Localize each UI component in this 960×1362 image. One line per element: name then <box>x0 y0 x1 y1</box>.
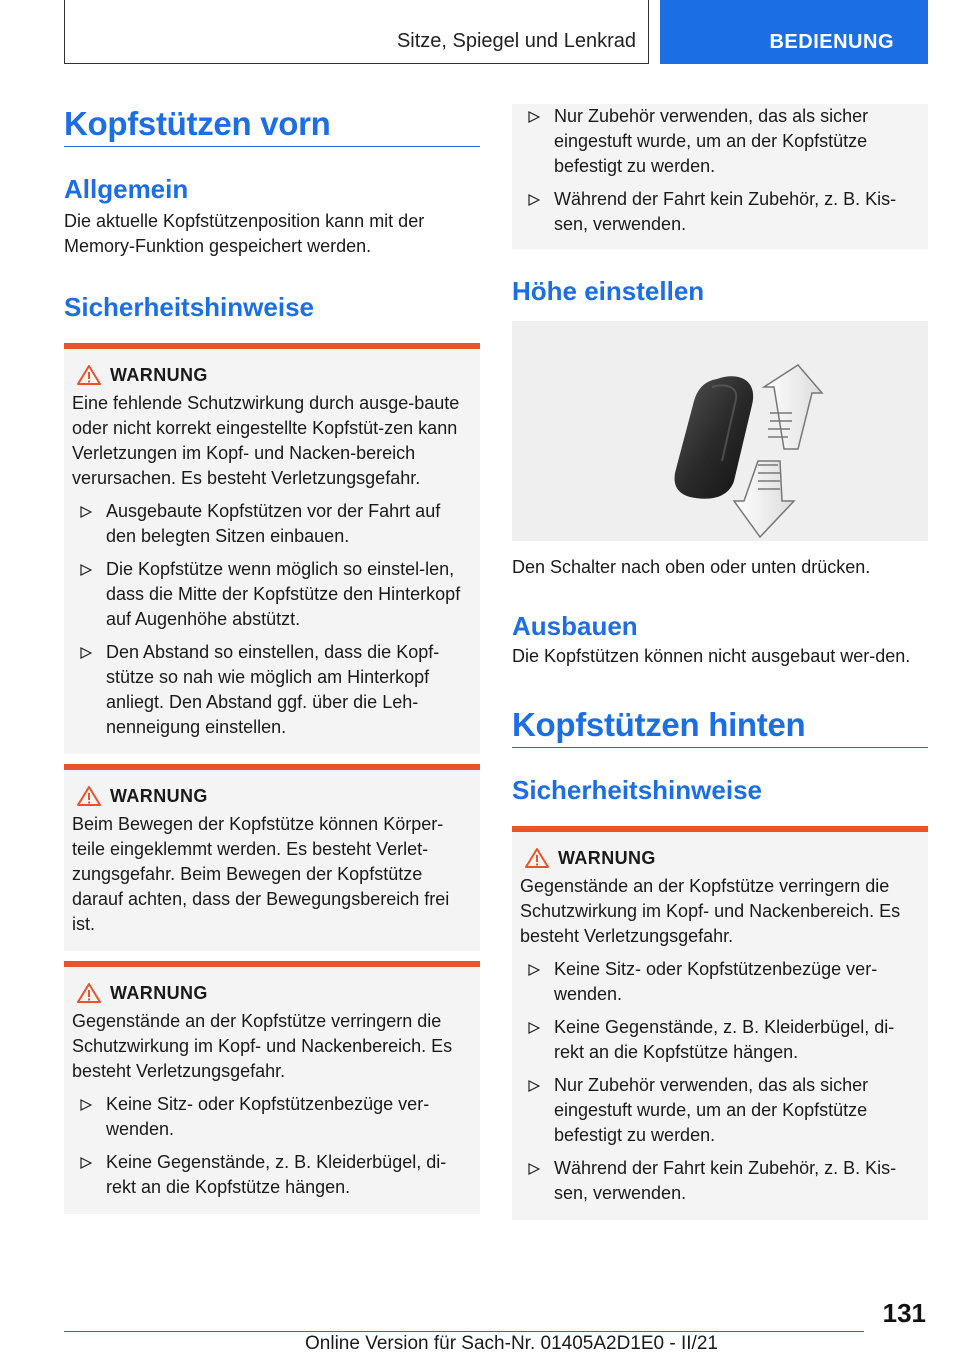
warning-title: WARNUNG <box>72 784 470 808</box>
bullet-triangle-icon <box>528 111 540 123</box>
footer-version-text: Online Version für Sach-Nr. 01405A2D1E0 - II/21 <box>305 1333 718 1354</box>
headrest-switch-illustration <box>512 321 928 541</box>
bullet-triangle-icon <box>80 1157 92 1169</box>
bullet-triangle-icon <box>80 564 92 576</box>
bullet-triangle-icon <box>528 964 540 976</box>
list-item: Nur Zubehör verwenden, das als sicher eingestuft wurde, um an der Kopfstütze befestigt zu werden. <box>520 104 918 179</box>
list-item: Keine Sitz- oder Kopfstützenbezüge ver-wenden. <box>520 957 918 1007</box>
title-rule <box>512 747 928 748</box>
section-title-hinten: Kopfstützen hinten <box>512 706 806 743</box>
chapter-tab[interactable] <box>660 0 928 64</box>
left-column <box>64 104 480 1214</box>
bullet-triangle-icon <box>528 1022 540 1034</box>
warning-box-2 <box>64 764 480 951</box>
header-rule-bottom <box>64 63 649 64</box>
bullet-triangle-icon <box>528 1080 540 1092</box>
title-rule <box>64 146 480 147</box>
warning-text: Gegenstände an der Kopfstütze verringern die Schutzwirkung im Kopf- und Nackenbereich. Es besteht Verletzungsgefahr. <box>72 1011 453 1081</box>
warning-box-1 <box>64 343 480 754</box>
heading-ausbauen: Ausbauen <box>512 611 638 641</box>
heading-sicherheitshinweise-hinten: Sicherheitshinweise <box>512 775 762 805</box>
footer-rule <box>64 1331 864 1332</box>
chapter-tab-label: BEDIENUNG <box>769 31 894 53</box>
warning-box-hinten <box>512 826 928 1220</box>
bullet-triangle-icon <box>80 506 92 518</box>
warning-bullet-list <box>72 1092 470 1200</box>
warning-bullet-list <box>520 104 918 237</box>
warning-triangle-icon <box>76 364 102 386</box>
page-title: Kopfstützen vorn <box>64 105 331 142</box>
right-column <box>512 104 928 1220</box>
ausbauen-text: Die Kopfstützen können nicht ausgebaut wer-den. <box>512 646 911 666</box>
warning-triangle-icon <box>524 847 550 869</box>
continued-warning-box <box>512 104 928 249</box>
bullet-triangle-icon <box>80 647 92 659</box>
warning-text: Eine fehlende Schutzwirkung durch ausge-baute oder nicht korrekt eingestellte Kopfstüt-zen kann Verletzungen im Kopf- und Nacken-bereich verursachen. Es besteht Verletzungsgefahr. <box>72 393 460 488</box>
allgemein-text: Die aktuelle Kopfstützenposition kann mit der Memory-Funktion gespeichert werden. <box>64 211 425 256</box>
warning-title: WARNUNG <box>72 363 470 387</box>
warning-triangle-icon <box>76 785 102 807</box>
headrest-switch-icon <box>512 321 928 541</box>
bullet-triangle-icon <box>528 194 540 206</box>
list-item: Nur Zubehör verwenden, das als sicher eingestuft wurde, um an der Kopfstütze befestigt zu werden. <box>520 1073 918 1148</box>
warning-bullet-list <box>520 957 918 1206</box>
list-item: Die Kopfstütze wenn möglich so einstel-len, dass die Mitte der Kopfstütze den Hinterkopf auf Augenhöhe abstützt. <box>72 557 470 632</box>
heading-allgemein: Allgemein <box>64 174 189 204</box>
warning-triangle-icon <box>76 982 102 1004</box>
hoehe-caption: Den Schalter nach oben oder unten drücken. <box>512 557 871 577</box>
header-rule-left <box>64 0 65 64</box>
list-item: Keine Sitz- oder Kopfstützenbezüge ver-wenden. <box>72 1092 470 1142</box>
list-item: Während der Fahrt kein Zubehör, z. B. Kis-sen, verwenden. <box>520 187 918 237</box>
list-item: Ausgebaute Kopfstützen vor der Fahrt auf den belegten Sitzen einbauen. <box>72 499 470 549</box>
header-rule-mid <box>648 0 649 64</box>
warning-bullet-list <box>72 499 470 740</box>
list-item: Keine Gegenstände, z. B. Kleiderbügel, di-rekt an die Kopfstütze hängen. <box>520 1015 918 1065</box>
heading-sicherheitshinweise: Sicherheitshinweise <box>64 292 314 322</box>
warning-text: Gegenstände an der Kopfstütze verringern die Schutzwirkung im Kopf- und Nackenbereich. Es besteht Verletzungsgefahr. <box>520 876 901 946</box>
heading-hoehe-einstellen: Höhe einstellen <box>512 276 705 306</box>
warning-title: WARNUNG <box>72 981 470 1005</box>
warning-title: WARNUNG <box>520 846 918 870</box>
bullet-triangle-icon <box>80 1099 92 1111</box>
bullet-triangle-icon <box>528 1163 540 1175</box>
list-item: Während der Fahrt kein Zubehör, z. B. Kis-sen, verwenden. <box>520 1156 918 1206</box>
list-item: Keine Gegenstände, z. B. Kleiderbügel, di-rekt an die Kopfstütze hängen. <box>72 1150 470 1200</box>
page-number: 131 <box>882 1298 926 1328</box>
warning-box-3 <box>64 961 480 1214</box>
list-item: Den Abstand so einstellen, dass die Kopf-stütze so nah wie möglich am Hinterkopf anliegt. Den Abstand ggf. über die Leh-nenneigung einstellen. <box>72 640 470 740</box>
warning-text: Beim Bewegen der Kopfstütze können Körper-teile eingeklemmt werden. Es besteht Verlet-zungsgefahr. Beim Bewegen der Kopfstütze darauf achten, dass der Bewegungsbereich frei ist. <box>72 814 450 934</box>
section-title: Sitze, Spiegel und Lenkrad <box>396 30 636 52</box>
